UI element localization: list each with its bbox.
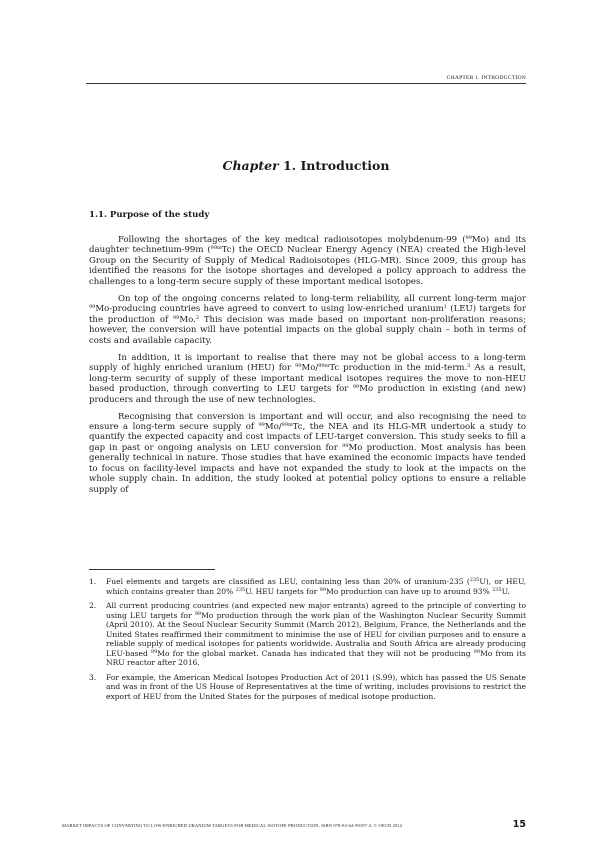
footnote-number: 3. — [89, 672, 97, 682]
paragraph: Following the shortages of the key medical radioisotopes molybdenum-99 ($^{99}$Mo) and its daughter technetium-99m ($^{99m}$Tc) the OECD Nuclear Energy Agency (NEA) created the High-level Group on the Security of Supply of Medical Radioisotopes (HLG-MR). Since 2009, this group has identified the reasons for the isotope shortages and developed a policy approach to address the challenges to a long-term secure supply of these important medical isotopes. — [89, 235, 526, 287]
paragraph: On top of the ongoing concerns related to long-term reliability, all current long-term major $^{99}$Mo-producing countries have agreed to convert to using low-enriched uranium$^1$ (LEU) targets for the production of $^{99}$Mo.$^2$ This decision was made based on important non-proliferation reasons; however, the conversion will have potential impacts on the global supply chain – both in terms of costs and available capacity. — [89, 293, 526, 346]
chapter-label: Chapter — [222, 158, 279, 173]
footnote-text: Fuel elements and targets are classified as LEU, containing less than 20% of uranium-235 ($^{235}$U), or HEU, which contains greater than 20% $^{235}$U. HEU targets for $^{99}$Mo production can have up to around 93% $^{235}$U. — [106, 577, 527, 596]
running-head: CHAPTER 1. INTRODUCTION — [86, 75, 526, 84]
body-text — [89, 235, 526, 502]
paragraph: In addition, it is important to realise that there may not be global access to a long-term supply of highly enriched uranium (HEU) for $^{99}$Mo/$^{99m}$Tc production in the mid-term.$^3$ As a result, long-term security of supply of these important medical isotopes requires the move to non-HEU based production, through converting to LEU targets for $^{99}$Mo production in existing (and new) producers and through the use of new technologies. — [89, 352, 527, 405]
footnotes — [89, 577, 526, 706]
page-number: 15 — [512, 819, 526, 830]
footer-text: MARKET IMPACTS OF CONVERTING TO LOW-ENRICHED URANIUM TARGETS FOR MEDICAL ISOTOPE PRODUCTION, ISBN 978-92-64-99197-2, © OECD 2012 — [62, 823, 403, 828]
footnote-text: All current producing countries (and expected new major entrants) agreed to the principle of converting to using LEU targets for $^{99}$Mo production through the work plan of the Washington Nuclear Security Summit (April 2010). At the Seoul Nuclear Security Summit (March 2012), Belgium, France, the Netherlands and the United States reaffirmed their commitment to minimise the use of HEU for civilian purposes and to ensure a reliable supply of medical isotopes for patients worldwide. Australia and South Africa are already producing LEU-based $^{99}$Mo for the global market. Canada has indicated that they will not be producing $^{99}$Mo from its NRU reactor after 2016. — [106, 601, 526, 667]
section-heading: 1.1. Purpose of the study — [89, 210, 210, 220]
footnote-text: For example, the American Medical Isotopes Production Act of 2011 (S.99), which has passed the US Senate and was in front of the US House of Representatives at the time of writing, includes provisions to restrict the export of HEU from the United States for the purposes of medical isotope production. — [106, 672, 526, 701]
chapter-title — [86, 158, 526, 173]
footnote-number: 2. — [89, 601, 97, 610]
footnote — [89, 673, 526, 702]
footnote — [89, 577, 526, 596]
footnote — [89, 601, 526, 668]
chapter-title-text: 1. Introduction — [278, 158, 390, 173]
paragraph: Recognising that conversion is important and will occur, and also recognising the need to ensure a long-term secure supply of $^{99}$Mo/$^{99m}$Tc, the NEA and its HLG-MR undertook a study to quantify the expected capacity and cost impacts of LEU-target conversion. This study seeks to fill a gap in past or ongoing analysis on LEU conversion for $^{99}$Mo production. Most analysis has been generally technical in nature. Those studies that have examined the economic impacts have tended to focus on facility-level impacts and have not expanded the study to look at the impacts on the whole supply chain. In addition, the study looked at potential policy options to ensure a reliable supply of — [89, 411, 526, 495]
footnote-rule — [89, 569, 215, 570]
page-footer — [62, 819, 526, 830]
footnote-number: 1. — [89, 577, 97, 586]
